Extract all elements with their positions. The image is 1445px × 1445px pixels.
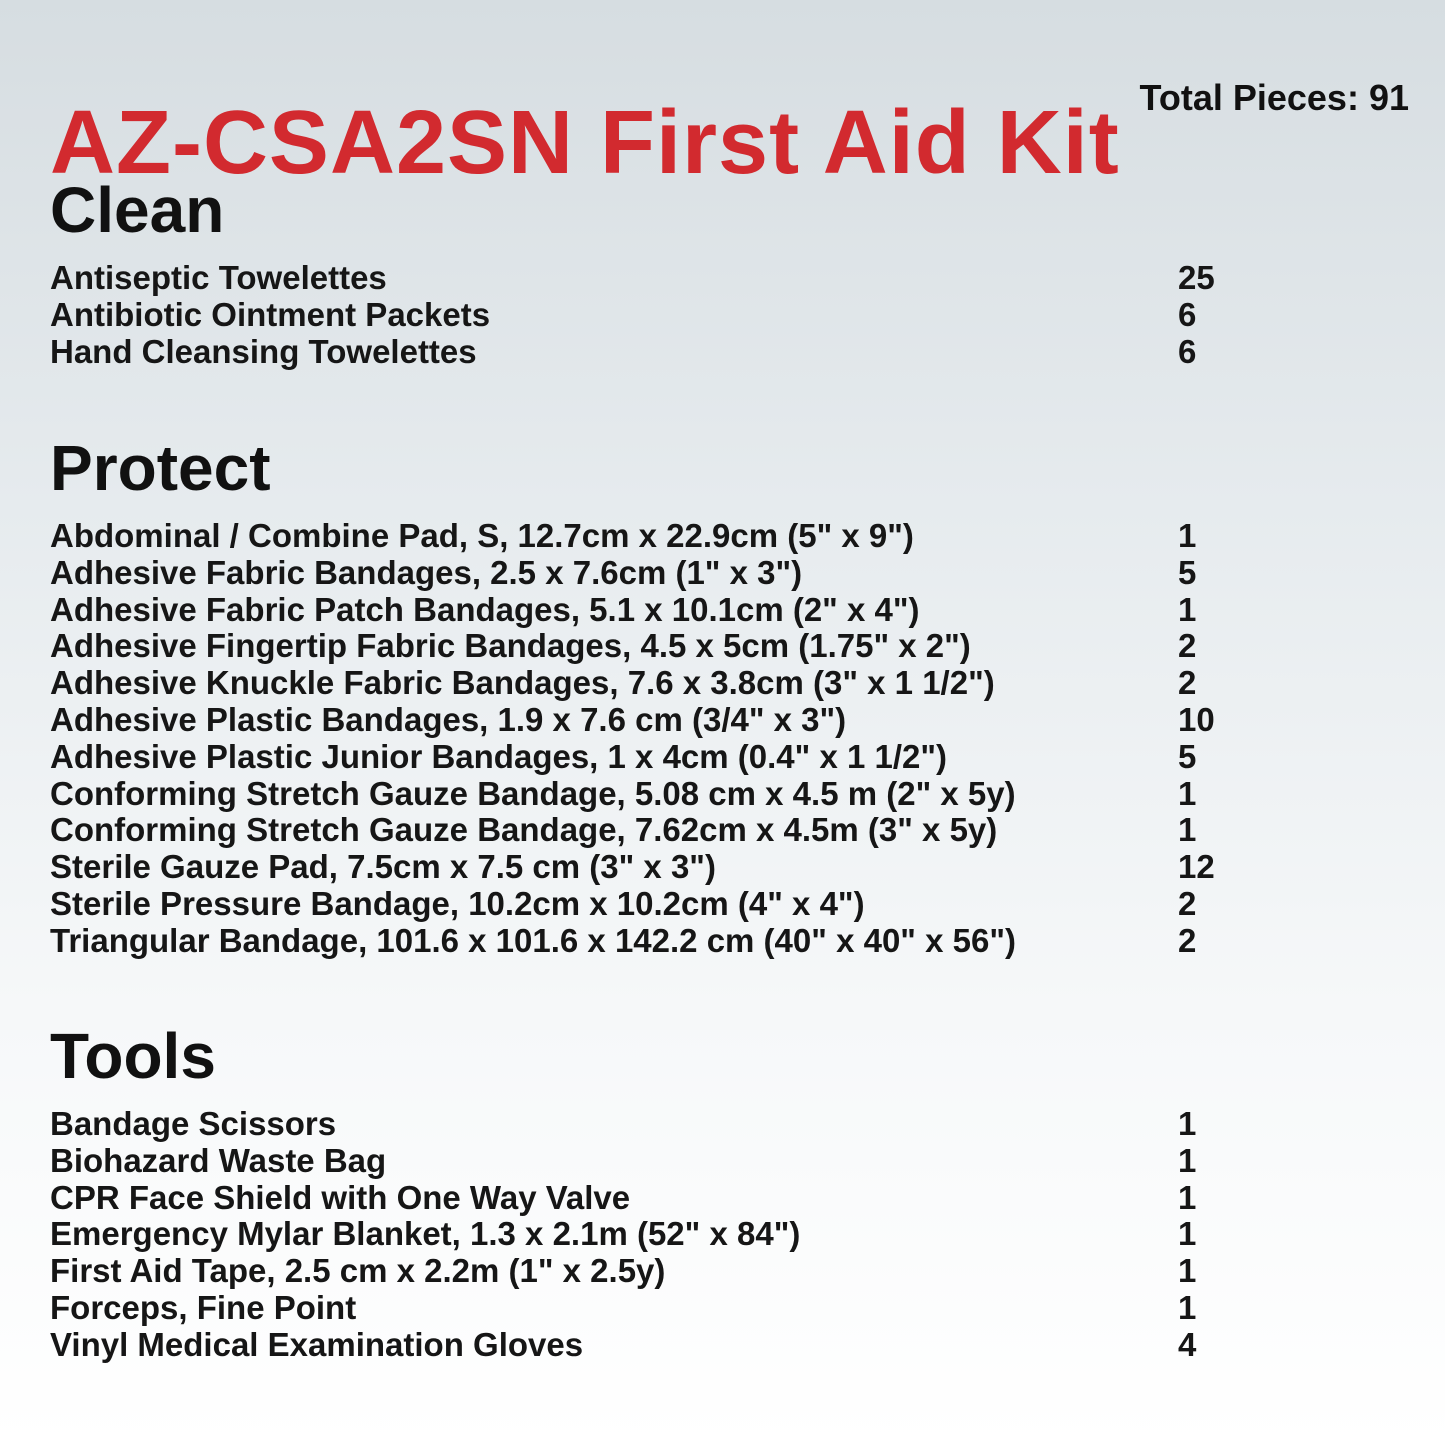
item-name: First Aid Tape, 2.5 cm x 2.2m (1" x 2.5y) — [50, 1252, 666, 1290]
list-item — [50, 555, 1230, 592]
item-name: Bandage Scissors — [50, 1105, 337, 1142]
item-quantity: 6 — [1178, 295, 1197, 333]
item-list-protect — [50, 518, 1230, 960]
item-quantity: 1 — [1178, 1252, 1197, 1290]
list-item — [50, 1253, 1230, 1290]
list-item — [50, 849, 1230, 886]
list-item — [50, 260, 1230, 297]
list-item — [50, 1327, 1230, 1364]
item-quantity: 1 — [1178, 590, 1197, 628]
item-quantity: 1 — [1178, 517, 1197, 554]
list-item — [50, 923, 1230, 960]
item-name: Antibiotic Ointment Packets — [50, 295, 491, 333]
item-list-tools — [50, 1106, 1230, 1364]
item-quantity: 1 — [1178, 811, 1197, 849]
item-quantity: 1 — [1178, 1288, 1197, 1326]
item-quantity: 2 — [1178, 921, 1197, 959]
item-name: Biohazard Waste Bag — [50, 1141, 387, 1179]
item-name: Conforming Stretch Gauze Bandage, 7.62cm x 4.5m (3" x 5y) — [50, 811, 998, 849]
item-quantity: 12 — [1178, 848, 1215, 886]
item-quantity: 5 — [1178, 553, 1197, 591]
item-name: Triangular Bandage, 101.6 x 101.6 x 142.2 cm (40" x 40" x 56") — [50, 921, 1016, 959]
list-item — [50, 886, 1230, 923]
list-item — [50, 812, 1230, 849]
section-title-tools: Tools — [50, 1020, 216, 1092]
total-pieces-label: Total Pieces: 91 — [1139, 77, 1409, 118]
item-name: Sterile Pressure Bandage, 10.2cm x 10.2cm (4" x 4") — [50, 884, 865, 922]
list-item — [50, 1180, 1230, 1217]
item-name: Hand Cleansing Towelettes — [50, 332, 477, 370]
item-name: Vinyl Medical Examination Gloves — [50, 1325, 584, 1363]
list-item — [50, 1216, 1230, 1253]
section-title-clean: Clean — [50, 174, 225, 246]
list-item — [50, 1143, 1230, 1180]
item-name: Emergency Mylar Blanket, 1.3 x 2.1m (52" x 84") — [50, 1215, 801, 1253]
page-title: AZ-CSA2SN First Aid Kit — [50, 93, 1120, 194]
list-item — [50, 1290, 1230, 1327]
item-name: Adhesive Fingertip Fabric Bandages, 4.5 x 5cm (1.75" x 2") — [50, 627, 971, 665]
item-quantity: 2 — [1178, 884, 1197, 922]
item-quantity: 1 — [1178, 1178, 1197, 1216]
item-quantity: 1 — [1178, 774, 1197, 812]
list-item — [50, 592, 1230, 629]
item-name: Adhesive Fabric Patch Bandages, 5.1 x 10.1cm (2" x 4") — [50, 590, 920, 628]
item-name: Conforming Stretch Gauze Bandage, 5.08 cm x 4.5 m (2" x 5y) — [50, 774, 1016, 812]
item-name: Adhesive Knuckle Fabric Bandages, 7.6 x 3.8cm (3" x 1 1/2") — [50, 664, 995, 702]
item-quantity: 1 — [1178, 1141, 1197, 1179]
section-protect — [50, 432, 1230, 960]
item-quantity: 5 — [1178, 737, 1197, 775]
list-item — [50, 1106, 1230, 1143]
item-quantity: 6 — [1178, 332, 1197, 370]
item-quantity: 1 — [1178, 1215, 1197, 1253]
item-name: Sterile Gauze Pad, 7.5cm x 7.5 cm (3" x 3") — [50, 848, 716, 886]
item-name: CPR Face Shield with One Way Valve — [50, 1178, 631, 1216]
item-quantity: 4 — [1178, 1325, 1197, 1363]
item-name: Antiseptic Towelettes — [50, 259, 387, 296]
list-item — [50, 628, 1230, 665]
item-quantity: 2 — [1178, 627, 1197, 665]
item-quantity: 2 — [1178, 664, 1197, 702]
list-item — [50, 297, 1230, 334]
item-quantity: 1 — [1178, 1105, 1197, 1142]
section-title-protect: Protect — [50, 432, 271, 504]
list-item — [50, 334, 1230, 371]
item-quantity: 25 — [1178, 259, 1215, 296]
item-name: Adhesive Plastic Junior Bandages, 1 x 4cm (0.4" x 1 1/2") — [50, 737, 948, 775]
list-item — [50, 702, 1230, 739]
list-item — [50, 739, 1230, 776]
list-item — [50, 776, 1230, 813]
list-item — [50, 665, 1230, 702]
item-name: Adhesive Fabric Bandages, 2.5 x 7.6cm (1" x 3") — [50, 553, 803, 591]
list-item — [50, 518, 1230, 555]
section-clean — [50, 174, 1230, 370]
item-quantity: 10 — [1178, 700, 1215, 738]
item-name: Adhesive Plastic Bandages, 1.9 x 7.6 cm (3/4" x 3") — [50, 700, 847, 738]
item-list-clean — [50, 260, 1230, 370]
item-name: Forceps, Fine Point — [50, 1288, 357, 1326]
section-tools — [50, 1020, 1230, 1364]
item-name: Abdominal / Combine Pad, S, 12.7cm x 22.9cm (5" x 9") — [50, 517, 914, 554]
